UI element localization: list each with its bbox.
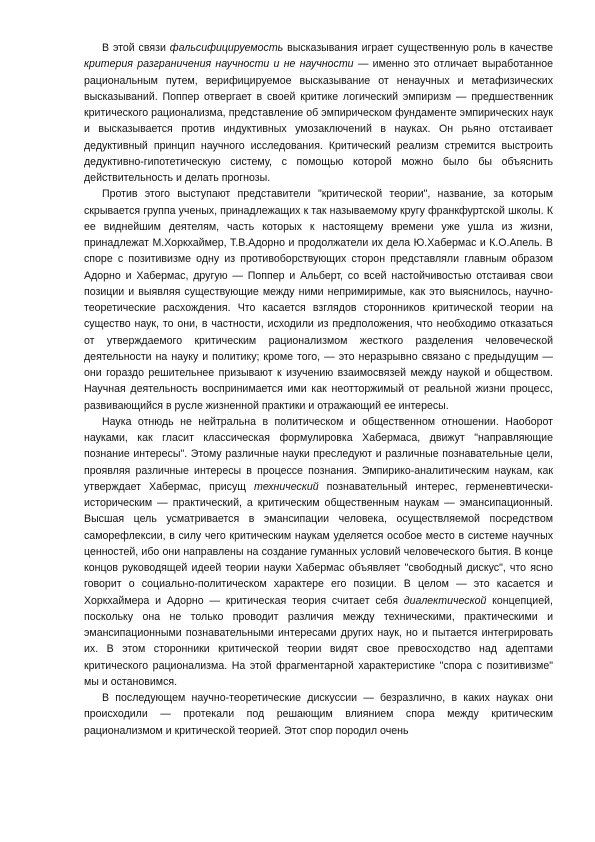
- document-page: [84, 40, 553, 739]
- italic-term: технический: [254, 480, 319, 493]
- italic-term: фальсифицируемость: [169, 42, 284, 54]
- text-run: Наука отнюдь не нейтральна в политическом и общественном отношении. Наоборот науками, как гласит классическая формулировка Хабермаса, движут "направляющие познание интересы". Этому различные науки преследуют и различные познавательные цели, проявляя различные интересы в процессе познания. Эмпирико-аналитическим наукам, как утверждает Хабермас, присущ: [84, 415, 553, 493]
- text-run: концепцией, поскольку она не только проводит различия между техническими, практическими и эмансипационными познавательными интересами других наук, но и пытается интегрировать их. В этом сторонники критической теории видят свое превосходство над адептами критического рационализма. На этой фрагментарной характеристике "спора с позитивизме" мы и остановимся.: [84, 594, 553, 688]
- paragraph-1: [84, 40, 553, 186]
- text-run: — именно это отличает выработанное рациональным путем, верифицируемое высказывание от ненаучных и метафизических высказываний. Поппер отвергает в своей критике логический эмпиризм — предшественник критического рационализма, представление об эмпирическом фундаменте эмпирических наук и высказывается против индуктивных умозаключений в науках. Он рьяно отстаивает дедуктивный принцип научного исследования. Критический реализм стремится выстроить дедуктивно-гипотетическую систему, с помощью которой можно было бы объяснить действительность и делать прогнозы.: [84, 58, 553, 184]
- paragraph-3: [84, 414, 553, 690]
- text-run: познавательный интерес, герменевтически-историческим — практический, а критическим общественным наукам — эмансипационный. Высшая цель усматривается в эмансипации человека, осуществляемой посредством саморефлексии, в силу чего критическим наукам уделяется особое место в системе научных ценностей, ибо они направлены на создание гуманных условий человеческого бытия. В конце концов руководящей идеей теории науки Хабермас объявляет "свободный дискус", что ясно говорит о социально-политическом характере его позиции. В целом — это касается и Хоркхаймера и Адорно — критическая теория считает себя: [84, 480, 553, 607]
- text-run: В этой связи: [102, 42, 170, 54]
- italic-term: диалектической: [403, 594, 487, 607]
- text-run: высказывания играет существенную роль в качестве: [283, 42, 553, 54]
- text-run: В последующем научно-теоретические дискуссии — безразлично, в каких науках они происходили — протекали под решающим влиянием спора между критическим рационализмом и критической теорией. Этот спор породил очень: [84, 692, 553, 737]
- italic-term: критерия разграничения научности и не научности: [84, 58, 354, 71]
- paragraph-2: [84, 186, 553, 414]
- text-run: Против этого выступают представители "критической теории", название, за которым скрывается группа ученых, принадлежащих к так называемому кругу франкфуртской школы. К ее виднейшим деятелям, часть которых к настоящему времени уже ушла из жизни, принадлежат М.Хоркхаймер, Т.В.Адорно и продолжатели их дела Ю.Хабермас и К.О.Апель. В споре с позитивизме одну из противоборствующих сторон представляли главным образом Адорно и Хабермас, другую — Поппер и Альберт, со всей настойчивостью отстаивая свои позиции и выявляя существующие между ними непримиримые, как это выяснилось, научно-теоретические расхождения. Что касается взглядов сторонников критической теории на существо наук, то они, в частности, исходили из предположения, что необходимо отказаться от утверждаемого критическим рационализмом жесткого разделения человеческой деятельности на науку и политику; кроме того, — это неразрывно связано с предыдущим — они гораздо решительнее призывают к изучению взаимосвязей между наукой и обществом. Научная деятельность воспринимается ими как неотторжимый от реальной жизни процесс, развивающийся в русле жизненной практики и отражающий ее интересы.: [84, 188, 553, 412]
- paragraph-4: [84, 690, 553, 739]
